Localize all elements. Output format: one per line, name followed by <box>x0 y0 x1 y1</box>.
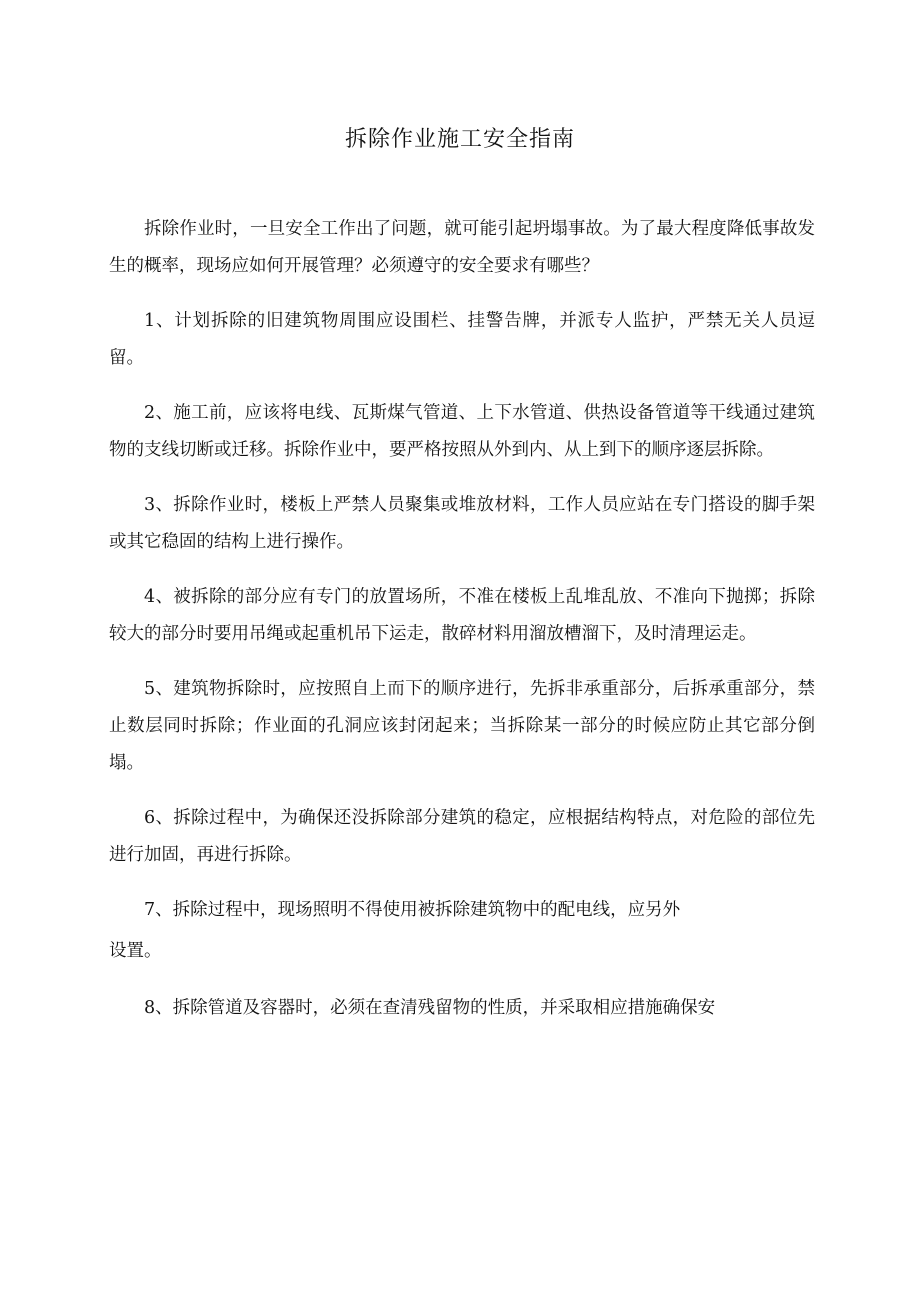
rule-7-paragraph: 7、拆除过程中，现场照明不得使用被拆除建筑物中的配电线，应另外 <box>144 900 681 920</box>
intro-paragraph: 拆除作业时，一旦安全工作出了问题，就可能引起坍塌事故。为了最大程度降低事故发生的概率，现场应如何开展管理？必须遵守的安全要求有哪些？ <box>109 219 815 276</box>
rule-8-paragraph: 8、拆除管道及容器时，必须在查清残留物的性质，并采取相应措施确保安 <box>144 998 716 1018</box>
rule-5-paragraph: 5、建筑物拆除时，应按照自上而下的顺序进行，先拆非承重部分，后拆承重部分，禁止数层同时拆除；作业面的孔洞应该封闭起来；当拆除某一部分的时候应防止其它部分倒塌。 <box>109 679 815 773</box>
rule-2-paragraph: 2、施工前，应该将电线、瓦斯煤气管道、上下水管道、供热设备管道等干线通过建筑物的支线切断或迁移。拆除作业中，要严格按照从外到内、从上到下的顺序逐层拆除。 <box>109 403 815 460</box>
document-title: 拆除作业施工安全指南 <box>344 127 575 152</box>
rule-7-continuation: 设置。 <box>109 941 162 961</box>
document-body <box>109 211 815 1045</box>
rule-1-paragraph: 1、计划拆除的旧建筑物周围应设围栏、挂警告牌，并派专人监护，严禁无关人员逗留。 <box>109 311 815 368</box>
rule-6-paragraph: 6、拆除过程中，为确保还没拆除部分建筑的稳定，应根据结构特点，对危险的部位先进行加固，再进行拆除。 <box>109 808 815 865</box>
rule-3-paragraph: 3、拆除作业时，楼板上严禁人员聚集或堆放材料，工作人员应站在专门搭设的脚手架或其它稳固的结构上进行操作。 <box>109 495 815 552</box>
rule-4-paragraph: 4、被拆除的部分应有专门的放置场所，不准在楼板上乱堆乱放、不准向下抛掷；拆除较大的部分时要用吊绳或起重机吊下运走，散碎材料用溜放槽溜下，及时清理运走。 <box>109 587 815 644</box>
